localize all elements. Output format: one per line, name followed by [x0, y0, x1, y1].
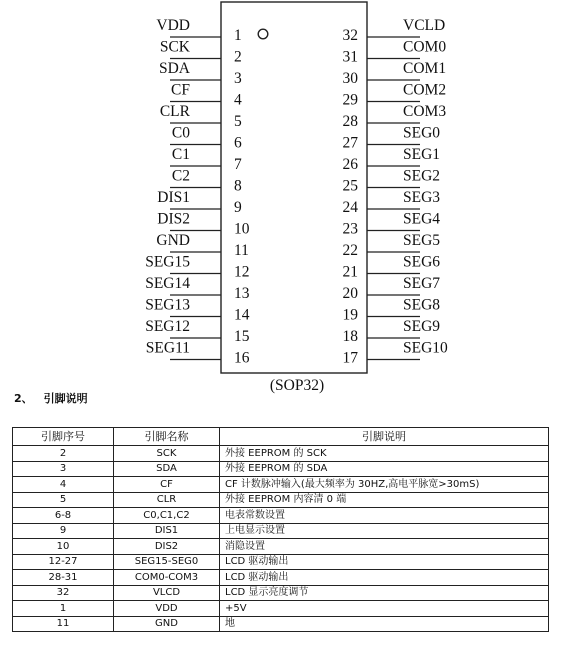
- pin-number-10: 10: [234, 220, 250, 238]
- table-row: [13, 508, 549, 524]
- pin-description-cell: 上电显示设置: [220, 523, 549, 539]
- pin-description-table: [12, 427, 549, 632]
- pin-number-cell: 2: [13, 446, 114, 462]
- right-pin-group: [343, 17, 449, 367]
- pin-number-11: 11: [234, 242, 249, 259]
- table-row: [13, 477, 549, 493]
- pin-number-3: 3: [234, 70, 242, 87]
- pin-name-20: SEG7: [403, 275, 441, 292]
- pin-name-cell: VDD: [114, 601, 220, 617]
- pin-number-cell: 32: [13, 585, 114, 601]
- pin-name-10: DIS2: [157, 210, 190, 228]
- pin-number-14: 14: [234, 306, 250, 324]
- pin1-marker: [258, 29, 268, 39]
- pin-description-cell: 地: [220, 616, 549, 632]
- pin-name-6: C0: [171, 124, 190, 142]
- pin-description-cell: LCD 驱动输出: [220, 570, 549, 586]
- pin-name-cell: SDA: [114, 461, 220, 477]
- section-heading: [14, 390, 88, 406]
- table-row: [13, 461, 549, 477]
- pin-number-9: 9: [234, 199, 242, 216]
- pin-number-cell: 12-27: [13, 554, 114, 570]
- pin-number-24: 24: [342, 199, 358, 216]
- pin-number-15: 15: [234, 328, 250, 345]
- table-header-row: [13, 428, 549, 446]
- pin-name-28: COM3: [403, 103, 447, 120]
- pin-number-5: 5: [234, 113, 242, 130]
- pin-name-7: C1: [171, 146, 190, 163]
- pin-number-18: 18: [342, 328, 358, 345]
- pin-description-cell: CF 计数脉冲输入(最大频率为 30HZ,高电平脉宽>30mS): [220, 477, 549, 493]
- pin-name-cell: DIS1: [114, 523, 220, 539]
- pin-number-12: 12: [234, 263, 250, 281]
- pin-number-32: 32: [342, 27, 358, 44]
- pin-name-19: SEG8: [403, 296, 441, 314]
- table-row: [13, 446, 549, 462]
- section-title: 引脚说明: [43, 392, 88, 405]
- pin-number-cell: 3: [13, 461, 114, 477]
- pin-name-26: SEG1: [403, 146, 441, 163]
- pin-number-6: 6: [234, 134, 242, 152]
- pin-name-30: COM1: [403, 60, 447, 77]
- pin-number-cell: 1: [13, 601, 114, 617]
- section-number: 2、: [14, 392, 33, 405]
- pin-name-31: COM0: [403, 38, 447, 56]
- pin-number-31: 31: [342, 48, 358, 66]
- pin-number-20: 20: [342, 285, 358, 302]
- header-pin-number: 引脚序号: [13, 428, 114, 446]
- pin-name-cell: COM0-COM3: [114, 570, 220, 586]
- pin-name-cell: C0,C1,C2: [114, 508, 220, 524]
- pin-number-4: 4: [234, 91, 242, 109]
- pin-name-24: SEG3: [403, 189, 441, 206]
- pin-description-cell: 电表常数设置: [220, 508, 549, 524]
- pin-name-11: GND: [156, 232, 190, 249]
- pin-number-17: 17: [342, 349, 358, 367]
- pin-name-29: COM2: [403, 81, 447, 99]
- pin-number-7: 7: [234, 156, 242, 173]
- pin-name-25: SEG2: [403, 167, 441, 185]
- pin-number-cell: 5: [13, 492, 114, 508]
- pin-number-28: 28: [342, 113, 358, 130]
- pin-name-cell: SCK: [114, 446, 220, 462]
- pin-description-cell: LCD 显示亮度调节: [220, 585, 549, 601]
- pin-name-4: CF: [171, 81, 190, 99]
- pin-number-30: 30: [342, 70, 358, 87]
- left-pin-group: [145, 17, 250, 367]
- pin-name-27: SEG0: [403, 124, 441, 142]
- pin-name-8: C2: [171, 167, 190, 185]
- table-row: [13, 523, 549, 539]
- pin-number-23: 23: [342, 220, 358, 238]
- pin-name-3: SDA: [158, 60, 190, 77]
- pin-number-cell: 9: [13, 523, 114, 539]
- table-row: [13, 539, 549, 555]
- pin-number-16: 16: [234, 349, 250, 367]
- pin-number-cell: 4: [13, 477, 114, 493]
- pin-description-cell: 外接 EEPROM 的 SDA: [220, 461, 549, 477]
- table-row: [13, 570, 549, 586]
- pin-number-2: 2: [234, 48, 242, 66]
- header-pin-name: 引脚名称: [114, 428, 220, 446]
- pin-number-29: 29: [342, 91, 358, 109]
- pin-number-13: 13: [234, 285, 250, 302]
- pin-name-14: SEG13: [145, 296, 190, 314]
- pin-number-21: 21: [342, 263, 358, 281]
- pin-number-8: 8: [234, 177, 242, 195]
- pin-number-26: 26: [342, 156, 358, 173]
- pin-name-cell: CF: [114, 477, 220, 493]
- pin-name-2: SCK: [159, 38, 190, 56]
- pin-name-cell: SEG15-SEG0: [114, 554, 220, 570]
- table-row: [13, 585, 549, 601]
- pin-name-23: SEG4: [403, 210, 441, 228]
- pin-name-1: VDD: [156, 17, 190, 34]
- pin-name-22: SEG5: [403, 232, 441, 249]
- pin-name-9: DIS1: [157, 189, 190, 206]
- pin-name-cell: DIS2: [114, 539, 220, 555]
- pin-number-cell: 11: [13, 616, 114, 632]
- table-row: [13, 616, 549, 632]
- pin-name-cell: CLR: [114, 492, 220, 508]
- pin-description-cell: 外接 EEPROM 的 SCK: [220, 446, 549, 462]
- pin-description-cell: LCD 驱动输出: [220, 554, 549, 570]
- table-row: [13, 492, 549, 508]
- pin-number-25: 25: [342, 177, 358, 195]
- pin-number-27: 27: [342, 134, 358, 152]
- pin-name-15: SEG12: [145, 318, 190, 335]
- table-row: [13, 601, 549, 617]
- pin-number-cell: 10: [13, 539, 114, 555]
- pin-description-cell: 外接 EEPROM 内容清 0 端: [220, 492, 549, 508]
- pin-description-cell: 消隐设置: [220, 539, 549, 555]
- pin-name-cell: GND: [114, 616, 220, 632]
- pin-name-5: CLR: [159, 103, 190, 120]
- table-row: [13, 554, 549, 570]
- header-pin-description: 引脚说明: [220, 428, 549, 446]
- pin-name-17: SEG10: [403, 339, 448, 357]
- pin-number-22: 22: [342, 242, 358, 259]
- pin-name-cell: VLCD: [114, 585, 220, 601]
- pin-name-32: VCLD: [403, 17, 446, 34]
- pin-number-cell: 28-31: [13, 570, 114, 586]
- pin-name-21: SEG6: [403, 253, 441, 271]
- pin-name-12: SEG15: [145, 253, 190, 271]
- pin-name-18: SEG9: [403, 318, 441, 335]
- pin-description-cell: +5V: [220, 601, 549, 617]
- pin-number-cell: 6-8: [13, 508, 114, 524]
- pin-number-1: 1: [234, 27, 242, 44]
- pin-name-13: SEG14: [145, 275, 190, 292]
- pin-number-19: 19: [342, 306, 358, 324]
- package-label: (SOP32): [269, 377, 325, 394]
- pin-name-16: SEG11: [145, 339, 190, 357]
